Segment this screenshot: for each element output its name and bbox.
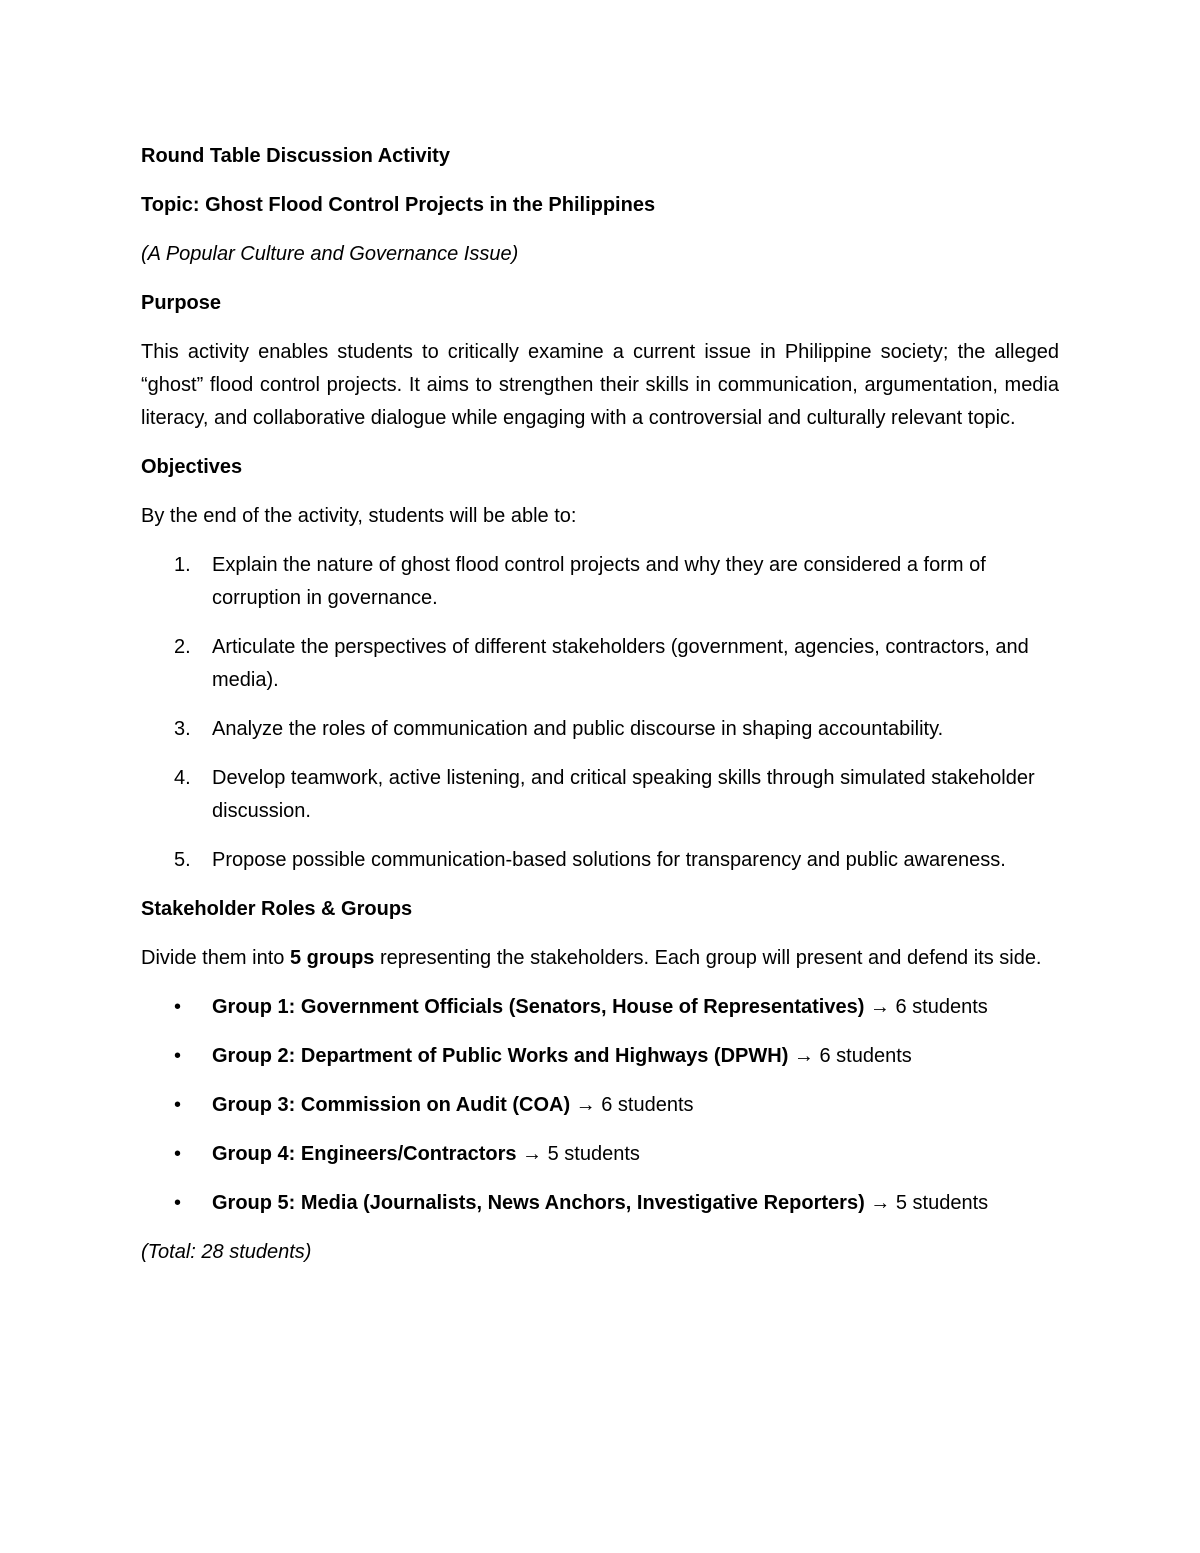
bullet-icon: • bbox=[174, 996, 182, 1018]
group-count: → 5 students bbox=[516, 1143, 640, 1165]
group-item bbox=[141, 1040, 1059, 1073]
bullet-icon: • bbox=[174, 1094, 182, 1116]
group-label: Group 5: Media (Journalists, News Anchors, Investigative Reporters) bbox=[212, 1192, 865, 1214]
objective-item bbox=[141, 631, 1059, 697]
group-label: Group 3: Commission on Audit (COA) bbox=[212, 1094, 571, 1116]
objective-number: 2. bbox=[174, 636, 191, 658]
subtitle: (A Popular Culture and Governance Issue) bbox=[141, 243, 519, 265]
group-label: Group 2: Department of Public Works and Highways (DPWH) bbox=[212, 1045, 789, 1067]
objective-item bbox=[141, 762, 1059, 828]
purpose-paragraph: This activity enables students to critically examine a current issue in Philippine society; the alleged “ghost” flood control projects. It aims to strengthen their skills in communication, argumentation, media literacy, and collaborative dialogue while engaging with a controversial and culturally relevant topic. bbox=[141, 341, 1059, 429]
objective-item bbox=[141, 713, 1059, 746]
objective-number: 4. bbox=[174, 767, 191, 789]
bullet-icon: • bbox=[174, 1143, 182, 1165]
group-count: → 6 students bbox=[864, 996, 988, 1018]
total-students: (Total: 28 students) bbox=[141, 1241, 312, 1263]
objective-number: 3. bbox=[174, 718, 191, 740]
topic-heading: Topic: Ghost Flood Control Projects in the Philippines bbox=[141, 194, 656, 216]
group-item bbox=[141, 1089, 1059, 1122]
objective-text: Develop teamwork, active listening, and critical speaking skills through simulated stakeholder discussion. bbox=[212, 767, 1035, 822]
bullet-icon: • bbox=[174, 1192, 182, 1214]
group-item bbox=[141, 1187, 1059, 1220]
group-item bbox=[141, 1138, 1059, 1171]
objective-item bbox=[141, 844, 1059, 877]
stakeholders-intro-after: representing the stakeholders. Each group will present and defend its side. bbox=[374, 947, 1042, 969]
document-page bbox=[141, 140, 1059, 1269]
stakeholders-intro-bold: 5 groups bbox=[289, 947, 375, 969]
groups-list bbox=[141, 991, 1059, 1220]
group-label: Group 1: Government Officials (Senators, House of Representatives) bbox=[212, 996, 865, 1018]
stakeholders-intro bbox=[141, 942, 1059, 975]
document-title: Round Table Discussion Activity bbox=[141, 145, 450, 167]
group-count: → 6 students bbox=[570, 1094, 694, 1116]
objective-item bbox=[141, 549, 1059, 615]
objective-text: Analyze the roles of communication and public discourse in shaping accountability. bbox=[212, 718, 944, 740]
objectives-intro: By the end of the activity, students will be able to: bbox=[141, 505, 577, 527]
objectives-list bbox=[141, 549, 1059, 877]
stakeholders-intro-before: Divide them into bbox=[141, 947, 290, 969]
stakeholders-heading: Stakeholder Roles & Groups bbox=[141, 898, 413, 920]
objective-text: Explain the nature of ghost flood control projects and why they are considered a form of corruption in governance. bbox=[212, 554, 986, 609]
objective-number: 1. bbox=[174, 554, 191, 576]
purpose-heading: Purpose bbox=[141, 292, 222, 314]
group-item bbox=[141, 991, 1059, 1024]
bullet-icon: • bbox=[174, 1045, 182, 1067]
group-count: → 5 students bbox=[864, 1192, 989, 1214]
group-label: Group 4: Engineers/Contractors bbox=[212, 1143, 517, 1165]
group-count: → 6 students bbox=[788, 1045, 912, 1067]
objective-text: Articulate the perspectives of different stakeholders (government, agencies, contractors, and media). bbox=[212, 636, 1029, 691]
objective-text: Propose possible communication-based solutions for transparency and public awareness. bbox=[212, 849, 1006, 871]
objectives-heading: Objectives bbox=[141, 456, 243, 478]
objective-number: 5. bbox=[174, 849, 191, 871]
